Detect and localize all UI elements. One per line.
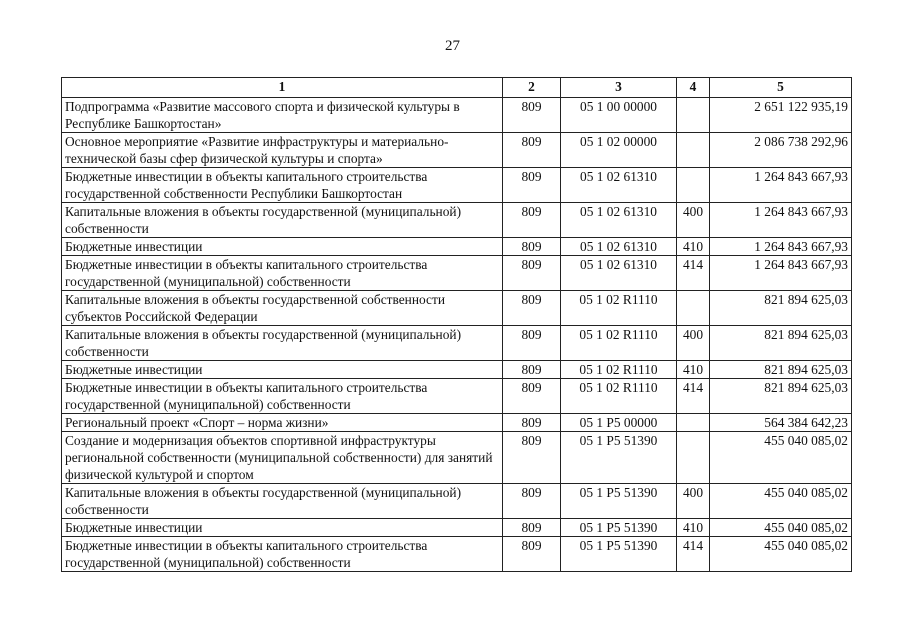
row-name: Региональный проект «Спорт – норма жизни» [62,414,503,432]
row-sum: 821 894 625,03 [710,326,852,361]
row-name: Основное мероприятие «Развитие инфраструктуры и материально-технической базы сфер физической культуры и спорта» [62,133,503,168]
row-type: 414 [677,379,710,414]
row-name: Бюджетные инвестиции [62,361,503,379]
table-row [62,291,852,326]
row-code: 809 [503,291,561,326]
row-csr: 05 1 02 R1110 [561,361,677,379]
row-name: Бюджетные инвестиции в объекты капитального строительства государственной (муниципальной) собственности [62,537,503,572]
table-row [62,379,852,414]
row-type: 410 [677,238,710,256]
row-type [677,98,710,133]
table-row [62,432,852,484]
row-code: 809 [503,361,561,379]
row-csr: 05 1 02 00000 [561,133,677,168]
budget-table [61,77,852,572]
row-name: Бюджетные инвестиции [62,519,503,537]
row-sum: 1 264 843 667,93 [710,238,852,256]
table-row [62,326,852,361]
row-csr: 05 1 P5 00000 [561,414,677,432]
table-row [62,414,852,432]
row-type [677,432,710,484]
header-name: 1 [62,78,503,98]
row-csr: 05 1 P5 51390 [561,537,677,572]
row-code: 809 [503,168,561,203]
row-code: 809 [503,326,561,361]
table-row [62,168,852,203]
table-row [62,133,852,168]
row-csr: 05 1 P5 51390 [561,484,677,519]
header-type: 4 [677,78,710,98]
row-csr: 05 1 02 61310 [561,238,677,256]
row-sum: 564 384 642,23 [710,414,852,432]
row-csr: 05 1 02 R1110 [561,291,677,326]
row-sum: 455 040 085,02 [710,432,852,484]
row-code: 809 [503,379,561,414]
row-code: 809 [503,414,561,432]
row-code: 809 [503,98,561,133]
row-csr: 05 1 02 R1110 [561,379,677,414]
table-row [62,519,852,537]
row-type: 400 [677,203,710,238]
row-name: Бюджетные инвестиции [62,238,503,256]
row-name: Капитальные вложения в объекты государственной собственности субъектов Российской Федерации [62,291,503,326]
row-code: 809 [503,537,561,572]
row-sum: 1 264 843 667,93 [710,168,852,203]
row-csr: 05 1 02 61310 [561,168,677,203]
table-row [62,537,852,572]
row-code: 809 [503,203,561,238]
header-row [62,78,852,98]
row-type: 410 [677,361,710,379]
row-name: Создание и модернизация объектов спортивной инфраструктуры региональной собственности (муниципальной собственности) для занятий физической культурой и спортом [62,432,503,484]
header-code: 2 [503,78,561,98]
table-row [62,256,852,291]
header-csr: 3 [561,78,677,98]
row-csr: 05 1 02 61310 [561,256,677,291]
row-type [677,414,710,432]
row-sum: 1 264 843 667,93 [710,256,852,291]
row-name: Капитальные вложения в объекты государственной (муниципальной) собственности [62,203,503,238]
row-type [677,168,710,203]
table-row [62,98,852,133]
row-name: Бюджетные инвестиции в объекты капитального строительства государственной (муниципальной) собственности [62,379,503,414]
row-sum: 821 894 625,03 [710,379,852,414]
table-row [62,361,852,379]
row-code: 809 [503,238,561,256]
row-sum: 455 040 085,02 [710,519,852,537]
row-csr: 05 1 P5 51390 [561,432,677,484]
row-type: 400 [677,484,710,519]
row-type: 400 [677,326,710,361]
row-type [677,291,710,326]
row-code: 809 [503,519,561,537]
row-code: 809 [503,133,561,168]
row-csr: 05 1 02 61310 [561,203,677,238]
row-csr: 05 1 00 00000 [561,98,677,133]
table-body [62,98,852,572]
row-name: Бюджетные инвестиции в объекты капитального строительства государственной (муниципальной) собственности [62,256,503,291]
row-type [677,133,710,168]
row-sum: 2 086 738 292,96 [710,133,852,168]
table-row [62,484,852,519]
row-sum: 821 894 625,03 [710,291,852,326]
row-csr: 05 1 02 R1110 [561,326,677,361]
page-number: 27 [445,38,460,54]
table-row [62,238,852,256]
row-name: Подпрограмма «Развитие массового спорта и физической культуры в Республике Башкортостан» [62,98,503,133]
row-code: 809 [503,484,561,519]
row-type: 414 [677,537,710,572]
table-row [62,203,852,238]
row-type: 414 [677,256,710,291]
row-name: Капитальные вложения в объекты государственной (муниципальной) собственности [62,484,503,519]
row-name: Капитальные вложения в объекты государственной (муниципальной) собственности [62,326,503,361]
row-type: 410 [677,519,710,537]
row-sum: 2 651 122 935,19 [710,98,852,133]
row-code: 809 [503,432,561,484]
header-sum: 5 [710,78,852,98]
row-sum: 1 264 843 667,93 [710,203,852,238]
row-sum: 455 040 085,02 [710,537,852,572]
row-sum: 821 894 625,03 [710,361,852,379]
row-name: Бюджетные инвестиции в объекты капитального строительства государственной собственности Республики Башкортостан [62,168,503,203]
row-code: 809 [503,256,561,291]
row-csr: 05 1 P5 51390 [561,519,677,537]
row-sum: 455 040 085,02 [710,484,852,519]
